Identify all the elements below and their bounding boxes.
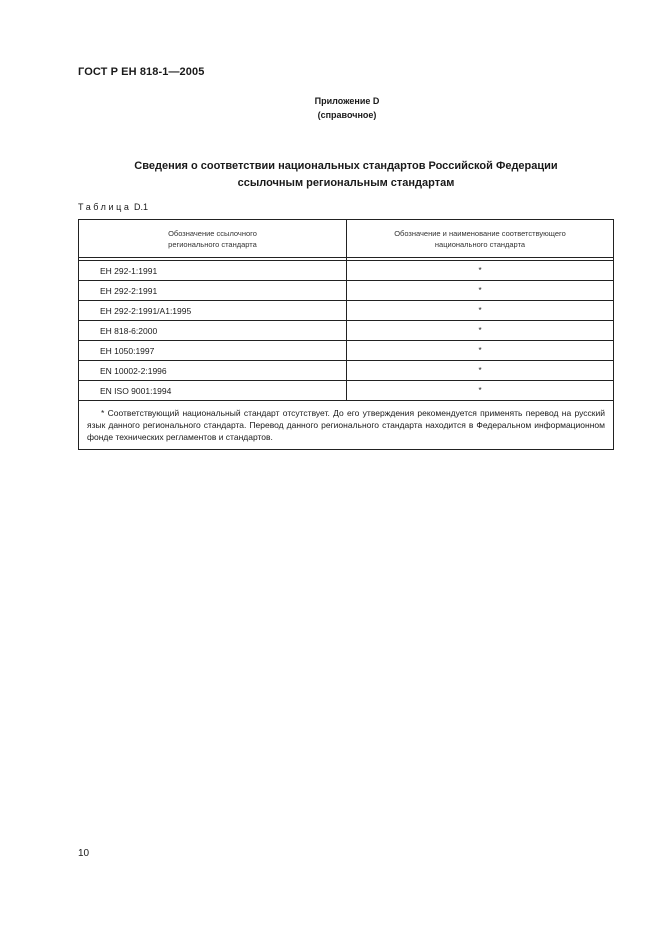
reference-standard-cell: EN ISO 9001:1994 bbox=[79, 381, 347, 401]
annex-title: Приложение D bbox=[314, 96, 380, 106]
national-standard-cell: * bbox=[347, 381, 614, 401]
table-row bbox=[79, 281, 614, 301]
standards-correspondence-table bbox=[78, 219, 614, 450]
header-col1-line-2: регионального стандарта bbox=[168, 239, 257, 249]
header-col2-line-1: Обозначение и наименование соответствующего bbox=[394, 228, 566, 238]
table-row bbox=[79, 361, 614, 381]
table-caption-number: D.1 bbox=[134, 202, 149, 212]
national-standard-cell: * bbox=[347, 321, 614, 341]
table-caption-word: Таблица bbox=[78, 202, 132, 212]
table-row bbox=[79, 261, 614, 281]
national-standard-cell: * bbox=[347, 341, 614, 361]
header-reference-standard bbox=[79, 220, 347, 258]
national-standard-cell: * bbox=[347, 281, 614, 301]
table-row bbox=[79, 381, 614, 401]
table-caption bbox=[78, 202, 148, 212]
national-standard-cell: * bbox=[347, 361, 614, 381]
header-col1-line-1: Обозначение ссылочного bbox=[168, 228, 257, 238]
reference-standard-cell: EN 10002-2:1996 bbox=[79, 361, 347, 381]
national-standard-cell: * bbox=[347, 301, 614, 321]
reference-standard-cell: ЕН 292-2:1991/А1:1995 bbox=[79, 301, 347, 321]
header-col2-line-2: национального стандарта bbox=[434, 239, 526, 249]
reference-standard-cell: ЕН 292-2:1991 bbox=[79, 281, 347, 301]
reference-standard-cell: ЕН 818-6:2000 bbox=[79, 321, 347, 341]
section-title-line-2: ссылочным региональным стандартам bbox=[237, 177, 455, 189]
table-header-row bbox=[79, 220, 614, 258]
national-standard-cell: * bbox=[347, 261, 614, 281]
document-id: ГОСТ Р ЕН 818-1—2005 bbox=[78, 66, 205, 78]
reference-standard-cell: ЕН 1050:1997 bbox=[79, 341, 347, 361]
reference-standard-cell: ЕН 292-1:1991 bbox=[79, 261, 347, 281]
table-row bbox=[79, 321, 614, 341]
page-number: 10 bbox=[78, 848, 90, 859]
section-title-line-1: Сведения о соответствии национальных стандартов Российской Федерации bbox=[134, 160, 558, 172]
section-title bbox=[78, 158, 614, 192]
table-row bbox=[79, 301, 614, 321]
header-national-standard bbox=[347, 220, 614, 258]
table-footnote-row bbox=[79, 401, 614, 450]
table-row bbox=[79, 341, 614, 361]
annex-kind: (справочное) bbox=[317, 110, 377, 120]
table-footnote: * Соответствующий национальный стандарт отсутствует. До его утверждения рекомендуется применять перевод на русский язык данного регионального стандарта. Перевод данного регионального стандарта находится в Федеральном информационном фонде технических регламентов и стандартов. bbox=[87, 408, 605, 442]
table-footnote-cell bbox=[79, 401, 614, 450]
